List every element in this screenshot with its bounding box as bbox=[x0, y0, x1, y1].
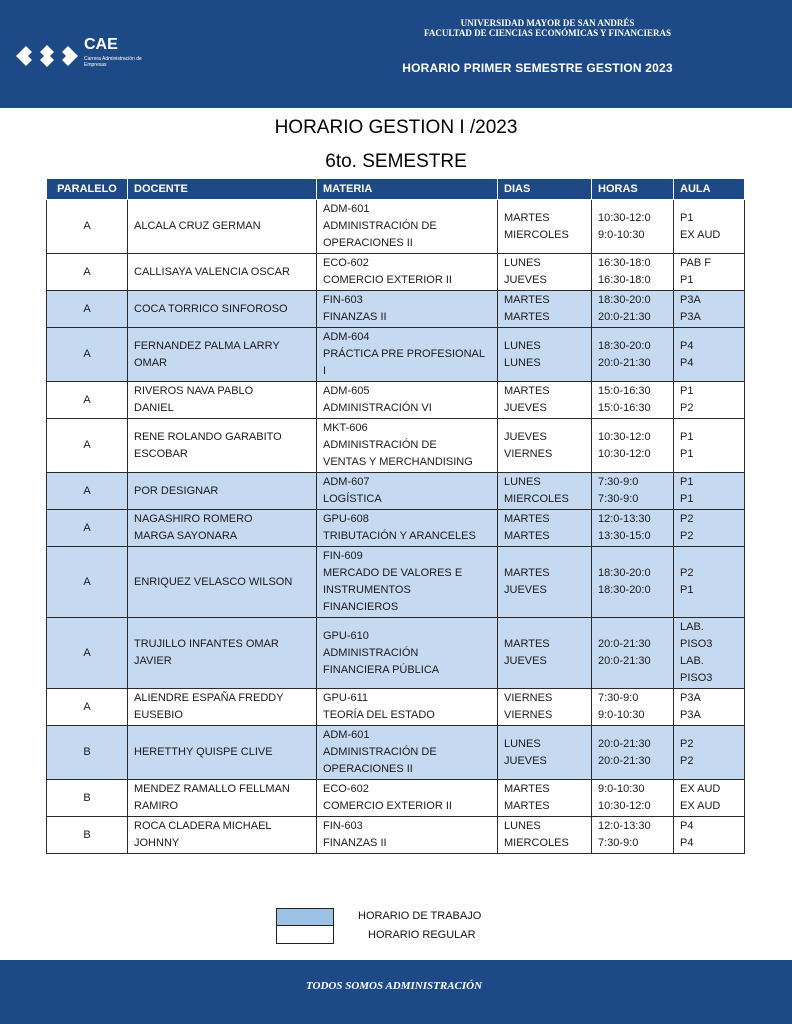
logo-text: CAE bbox=[84, 36, 118, 53]
cell-materia: FIN-609 MERCADO DE VALORES E INSTRUMENTOS FINANCIEROS bbox=[317, 547, 498, 618]
cell-horas: 10:30-12:0 9:0-10:30 bbox=[592, 200, 674, 254]
legend-work-swatch bbox=[276, 908, 334, 926]
column-header-docente: DOCENTE bbox=[128, 179, 317, 200]
cell-paralelo: A bbox=[47, 382, 128, 419]
cell-horas: 15:0-16:30 15:0-16:30 bbox=[592, 382, 674, 419]
footer-slogan: TODOS SOMOS ADMINISTRACIÓN bbox=[306, 980, 483, 992]
page-footer bbox=[0, 960, 792, 1024]
cell-horas: 12:0-13:30 13:30-15:0 bbox=[592, 510, 674, 547]
cell-docente: NAGASHIRO ROMERO MARGA SAYONARA bbox=[128, 510, 317, 547]
cell-docente: RENE ROLANDO GARABITO ESCOBAR bbox=[128, 419, 317, 473]
cell-materia: MKT-606 ADMINISTRACIÓN DE VENTAS Y MERCHANDISING bbox=[317, 419, 498, 473]
document-subtitle: 6to. SEMESTRE bbox=[325, 151, 467, 172]
table-row bbox=[47, 473, 745, 510]
cell-paralelo: A bbox=[47, 291, 128, 328]
legend-regular-swatch bbox=[276, 925, 334, 944]
cell-aula: LAB. PISO3 LAB. PISO3 bbox=[674, 618, 745, 689]
cell-docente: MENDEZ RAMALLO FELLMAN RAMIRO bbox=[128, 780, 317, 817]
university-name bbox=[380, 18, 715, 38]
cell-horas: 18:30-20:0 20:0-21:30 bbox=[592, 328, 674, 382]
cell-aula: EX AUD EX AUD bbox=[674, 780, 745, 817]
cell-aula: P4 P4 bbox=[674, 328, 745, 382]
cell-aula: P2 P2 bbox=[674, 726, 745, 780]
table-row bbox=[47, 726, 745, 780]
cell-materia: ADM-601 ADMINISTRACIÓN DE OPERACIONES II bbox=[317, 726, 498, 780]
cell-materia: ADM-607 LOGÍSTICA bbox=[317, 473, 498, 510]
cell-paralelo: A bbox=[47, 200, 128, 254]
table-row bbox=[47, 328, 745, 382]
cell-horas: 9:0-10:30 10:30-12:0 bbox=[592, 780, 674, 817]
cell-horas: 7:30-9:0 9:0-10:30 bbox=[592, 689, 674, 726]
cell-docente: FERNANDEZ PALMA LARRY OMAR bbox=[128, 328, 317, 382]
cell-paralelo: A bbox=[47, 689, 128, 726]
cell-docente: ENRIQUEZ VELASCO WILSON bbox=[128, 547, 317, 618]
cell-materia: ECO-602 COMERCIO EXTERIOR II bbox=[317, 254, 498, 291]
table-row bbox=[47, 419, 745, 473]
cell-dias: MARTES MARTES bbox=[498, 510, 592, 547]
cell-aula: PAB F P1 bbox=[674, 254, 745, 291]
cell-materia: GPU-611 TEORÍA DEL ESTADO bbox=[317, 689, 498, 726]
logo-subtitle: Carrera Administración de Empresas bbox=[84, 56, 142, 68]
cell-paralelo: A bbox=[47, 510, 128, 547]
cell-dias: MARTES MARTES bbox=[498, 780, 592, 817]
cell-dias: JUEVES VIERNES bbox=[498, 419, 592, 473]
cell-paralelo: A bbox=[47, 618, 128, 689]
cell-docente: TRUJILLO INFANTES OMAR JAVIER bbox=[128, 618, 317, 689]
cell-aula: P4 P4 bbox=[674, 817, 745, 854]
table-row bbox=[47, 200, 745, 254]
cell-horas: 18:30-20:0 18:30-20:0 bbox=[592, 547, 674, 618]
cell-horas: 20:0-21:30 20:0-21:30 bbox=[592, 618, 674, 689]
cell-horas: 12:0-13:30 7:30-9:0 bbox=[592, 817, 674, 854]
cell-docente: POR DESIGNAR bbox=[128, 473, 317, 510]
table-row bbox=[47, 689, 745, 726]
cell-aula: P3A P3A bbox=[674, 291, 745, 328]
table-row bbox=[47, 382, 745, 419]
cell-dias: LUNES JUEVES bbox=[498, 726, 592, 780]
legend-work-label: HORARIO DE TRABAJO bbox=[358, 910, 482, 922]
university-line1: UNIVERSIDAD MAYOR DE SAN ANDRÉS bbox=[460, 18, 635, 28]
cell-dias: VIERNES VIERNES bbox=[498, 689, 592, 726]
page-header bbox=[0, 0, 792, 108]
cell-horas: 7:30-9:0 7:30-9:0 bbox=[592, 473, 674, 510]
cell-aula: P1 P2 bbox=[674, 382, 745, 419]
cell-docente: ALCALA CRUZ GERMAN bbox=[128, 200, 317, 254]
cell-materia: GPU-610 ADMINISTRACIÓN FINANCIERA PÚBLICA bbox=[317, 618, 498, 689]
cell-materia: ECO-602 COMERCIO EXTERIOR II bbox=[317, 780, 498, 817]
cell-materia: ADM-601 ADMINISTRACIÓN DE OPERACIONES II bbox=[317, 200, 498, 254]
cell-horas: 16:30-18:0 16:30-18:0 bbox=[592, 254, 674, 291]
header-schedule-title: HORARIO PRIMER SEMESTRE GESTION 2023 bbox=[402, 61, 673, 75]
cell-materia: GPU-608 TRIBUTACIÓN Y ARANCELES bbox=[317, 510, 498, 547]
table-row bbox=[47, 547, 745, 618]
table-row bbox=[47, 817, 745, 854]
column-header-dias: DIAS bbox=[498, 179, 592, 200]
cell-dias: MARTES MARTES bbox=[498, 291, 592, 328]
table-row bbox=[47, 291, 745, 328]
cell-paralelo: A bbox=[47, 473, 128, 510]
cell-horas: 10:30-12:0 10:30-12:0 bbox=[592, 419, 674, 473]
cae-logo-icon bbox=[14, 38, 80, 74]
table-header-row bbox=[47, 179, 745, 200]
column-header-horas: HORAS bbox=[592, 179, 674, 200]
cell-paralelo: A bbox=[47, 328, 128, 382]
cell-horas: 20:0-21:30 20:0-21:30 bbox=[592, 726, 674, 780]
cell-paralelo: A bbox=[47, 419, 128, 473]
university-line2: FACULTAD DE CIENCIAS ECONÓMICAS Y FINANCIERAS bbox=[424, 28, 671, 38]
cell-docente: CALLISAYA VALENCIA OSCAR bbox=[128, 254, 317, 291]
cell-docente: HERETTHY QUISPE CLIVE bbox=[128, 726, 317, 780]
cell-dias: MARTES JUEVES bbox=[498, 382, 592, 419]
cell-dias: MARTES JUEVES bbox=[498, 547, 592, 618]
cell-materia: FIN-603 FINANZAS II bbox=[317, 817, 498, 854]
cell-aula: P1 EX AUD bbox=[674, 200, 745, 254]
cell-docente: ALIENDRE ESPAÑA FREDDY EUSEBIO bbox=[128, 689, 317, 726]
cell-aula: P3A P3A bbox=[674, 689, 745, 726]
cell-horas: 18:30-20:0 20:0-21:30 bbox=[592, 291, 674, 328]
cell-docente: RIVEROS NAVA PABLO DANIEL bbox=[128, 382, 317, 419]
cell-dias: LUNES MIERCOLES bbox=[498, 817, 592, 854]
cell-dias: LUNES MIERCOLES bbox=[498, 473, 592, 510]
cell-docente: COCA TORRICO SINFOROSO bbox=[128, 291, 317, 328]
cell-materia: FIN-603 FINANZAS II bbox=[317, 291, 498, 328]
cell-materia: ADM-604 PRÁCTICA PRE PROFESIONAL I bbox=[317, 328, 498, 382]
legend-regular-label: HORARIO REGULAR bbox=[368, 929, 476, 941]
cell-paralelo: A bbox=[47, 254, 128, 291]
table-row bbox=[47, 510, 745, 547]
cell-paralelo: B bbox=[47, 817, 128, 854]
cell-aula: P2 P1 bbox=[674, 547, 745, 618]
table-row bbox=[47, 254, 745, 291]
cell-dias: LUNES JUEVES bbox=[498, 254, 592, 291]
cell-dias: LUNES LUNES bbox=[498, 328, 592, 382]
cell-paralelo: B bbox=[47, 726, 128, 780]
cell-dias: MARTES JUEVES bbox=[498, 618, 592, 689]
column-header-aula: AULA bbox=[674, 179, 745, 200]
cell-docente: ROCA CLADERA MICHAEL JOHNNY bbox=[128, 817, 317, 854]
schedule-table bbox=[46, 178, 745, 854]
cell-materia: ADM-605 ADMINISTRACIÓN VI bbox=[317, 382, 498, 419]
table-row bbox=[47, 780, 745, 817]
table-row bbox=[47, 618, 745, 689]
cell-aula: P1 P1 bbox=[674, 419, 745, 473]
cell-paralelo: A bbox=[47, 547, 128, 618]
column-header-materia: MATERIA bbox=[317, 179, 498, 200]
document-title: HORARIO GESTION I /2023 bbox=[274, 117, 518, 138]
column-header-paralelo: PARALELO bbox=[47, 179, 128, 200]
cell-dias: MARTES MIERCOLES bbox=[498, 200, 592, 254]
cell-aula: P2 P2 bbox=[674, 510, 745, 547]
cell-paralelo: B bbox=[47, 780, 128, 817]
cell-aula: P1 P1 bbox=[674, 473, 745, 510]
